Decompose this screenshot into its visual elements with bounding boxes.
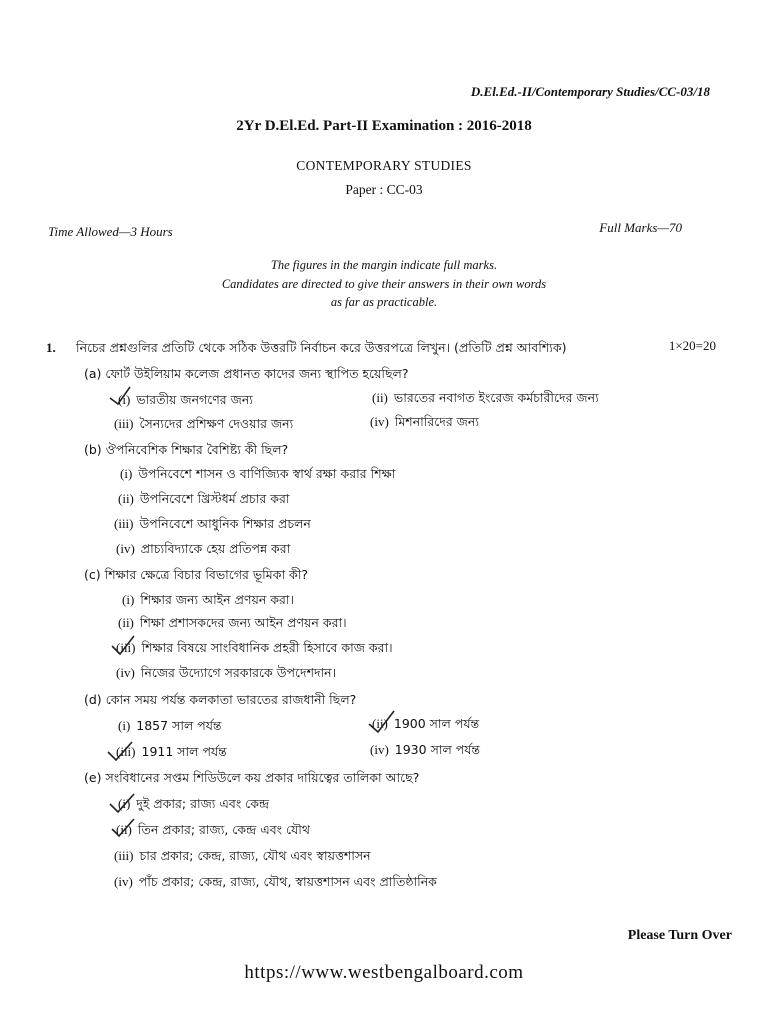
exam-title: 2Yr D.El.Ed. Part-II Examination : 2016-2018 (236, 118, 532, 134)
option-text: 1930 সাল পর্যন্ত (394, 742, 481, 757)
paper-code: D.El.Ed.-II/Contemporary Studies/CC-03/18 (470, 84, 710, 99)
option-number: (iv) (116, 665, 135, 680)
option-item (122, 592, 294, 612)
pen-tick-mark (108, 790, 136, 816)
option-text: তিন প্রকার; রাজ্য, কেন্দ্র এবং যৌথ (137, 822, 310, 837)
option-item (118, 718, 222, 738)
option-text: উপনিবেশে আধুনিক শিক্ষার প্রচলন (139, 516, 311, 531)
instruction-line: The figures in the margin indicate full marks. (270, 258, 498, 272)
option-item (370, 414, 479, 434)
option-item (370, 742, 480, 762)
subquestion-label: (a) (84, 366, 102, 381)
option-text: শিক্ষার জন্য আইন প্রণয়ন করা। (140, 592, 295, 607)
option-text: 1900 সাল পর্যন্ত (393, 716, 480, 731)
option-item (114, 874, 437, 894)
option-text: সৈন্যদের প্রশিক্ষণ দেওয়ার জন্য (139, 416, 294, 431)
full-marks: Full Marks—70 (599, 220, 682, 235)
pen-tick-mark (108, 384, 132, 408)
option-item (118, 615, 347, 635)
instruction-line: Candidates are directed to give their answers in their own words (221, 277, 547, 291)
subject-title: CONTEMPORARY STUDIES (296, 158, 472, 173)
option-text: 1857 সাল পর্যন্ত (136, 718, 222, 733)
option-number: (iii) (114, 848, 134, 863)
option-item (118, 392, 253, 412)
option-number: (i) (118, 392, 131, 407)
option-number: (iv) (116, 541, 135, 556)
option-item (118, 491, 289, 511)
subquestion-text: ঔপনিবেশিক শিক্ষার বৈশিষ্ট্য কী ছিল? (105, 442, 289, 457)
option-text: ভারতের নবাগত ইংরেজ কর্মচারীদের জন্য (393, 390, 599, 405)
subquestion-label: (e) (84, 770, 102, 785)
option-text: শিক্ষা প্রশাসকদের জন্য আইন প্রণয়ন করা। (139, 615, 347, 630)
option-number: (i) (118, 796, 131, 811)
option-item (120, 466, 395, 486)
option-text: ভারতীয় জনগণের জন্য (136, 392, 253, 407)
option-text: 1911 সাল পর্যন্ত (141, 744, 227, 759)
subquestion-label: (b) (84, 442, 102, 457)
option-text: দুই প্রকার; রাজ্য এবং কেন্দ্র (136, 796, 270, 811)
option-number: (ii) (372, 716, 388, 731)
option-text: শিক্ষার বিষয়ে সাংবিধানিক প্রহরী হিসাবে কাজ করা। (141, 640, 393, 655)
subquestion-b (84, 442, 288, 462)
please-turn-over: Please Turn Over (627, 928, 732, 943)
subquestion-label: (c) (84, 567, 101, 582)
pen-tick-mark (110, 816, 136, 840)
option-number: (ii) (118, 491, 134, 506)
subquestion-a (84, 366, 408, 386)
option-text: পাঁচ প্রকার; কেন্দ্র, রাজ্য, যৌথ, স্বায়ত্তশাসন এবং প্রাতিষ্ঠানিক (138, 874, 437, 889)
option-number: (ii) (116, 822, 132, 837)
option-number: (iv) (370, 742, 389, 757)
subquestion-text: ফোর্ট উইলিয়াম কলেজ প্রধানত কাদের জন্য স্থাপিত হয়েছিল? (105, 366, 409, 381)
subquestion-text: সংবিধানের সপ্তম শিডিউলে কয় প্রকার দায়িত্বের তালিকা আছে? (105, 770, 420, 785)
question-number: 1. (46, 340, 56, 355)
option-text: নিজের উদ্যোগে সরকারকে উপদেশদান। (140, 665, 337, 680)
subquestion-label: (d) (84, 692, 102, 707)
option-number: (ii) (372, 390, 388, 405)
option-number: (iii) (116, 640, 136, 655)
instruction-line: as far as practicable. (330, 295, 438, 309)
subquestion-c (84, 567, 308, 587)
option-item (372, 390, 599, 410)
question-marks: 1×20=20 (668, 338, 716, 353)
option-item (114, 848, 371, 868)
option-number: (i) (122, 592, 135, 607)
option-item (116, 541, 290, 561)
option-number: (i) (118, 718, 131, 733)
pen-tick-mark (366, 708, 396, 736)
question-text: নিচের প্রশ্নগুলির প্রতিটি থেকে সঠিক উত্তরটি নির্বাচন করে উত্তরপত্রে লিখুন। (প্রতিটি প্রশ্ন আবশ্যিক) (76, 340, 567, 355)
option-item (114, 516, 311, 536)
time-allowed: Time Allowed—3 Hours (48, 224, 173, 239)
option-item (114, 416, 293, 436)
option-text: চার প্রকার; কেন্দ্র, রাজ্য, যৌথ এবং স্বায়ত্তশাসন (139, 848, 371, 863)
option-number: (iv) (370, 414, 389, 429)
option-number: (iii) (114, 416, 134, 431)
subquestion-text: কোন সময় পর্যন্ত কলকাতা ভারতের রাজধানী ছিল? (105, 692, 357, 707)
option-number: (i) (120, 466, 133, 481)
subquestion-d (84, 692, 356, 712)
option-number: (iii) (116, 744, 136, 759)
option-item (118, 796, 269, 816)
option-number: (ii) (118, 615, 134, 630)
subquestion-e (84, 770, 419, 790)
source-url: https://www.westbengalboard.com (244, 962, 524, 983)
paper-label: Paper : CC-03 (345, 182, 423, 197)
option-text: উপনিবেশে খ্রিস্টধর্ম প্রচার করা (139, 491, 290, 506)
option-item (116, 665, 336, 685)
option-number: (iv) (114, 874, 133, 889)
pen-tick-mark (110, 632, 136, 658)
option-text: মিশনারিদের জন্য (394, 414, 479, 429)
option-text: উপনিবেশে শাসন ও বাণিজ্যিক স্বার্থ রক্ষা করার শিক্ষা (138, 466, 396, 481)
option-text: প্রাচ্যবিদ্যাকে হেয় প্রতিপন্ন করা (140, 541, 291, 556)
pen-tick-mark (106, 738, 134, 764)
option-number: (iii) (114, 516, 134, 531)
option-item (116, 822, 310, 842)
option-item (116, 640, 393, 660)
subquestion-text: শিক্ষার ক্ষেত্রে বিচার বিভাগের ভূমিকা কী? (104, 567, 308, 582)
